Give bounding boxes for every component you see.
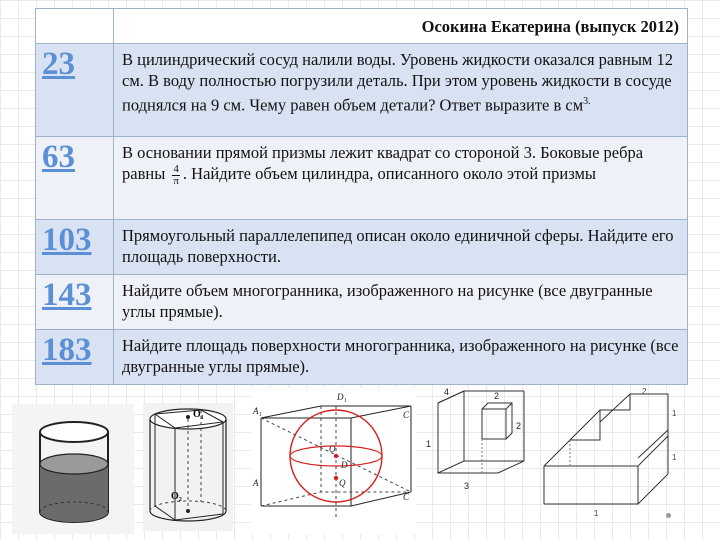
problem-text xyxy=(114,44,687,136)
problem-text: Найдите площадь поверхности многогранника, изображенного на рисунке (все двугранные углы прямые). xyxy=(122,336,679,376)
problem-row-103 xyxy=(36,220,687,275)
cube-label-a: A xyxy=(253,478,259,488)
problem-row-23 xyxy=(36,44,687,137)
problem-text-after: . Найдите объем цилиндра, описанного около этой призмы xyxy=(182,164,597,183)
polyhedron-volume-figure xyxy=(424,385,534,497)
fraction xyxy=(172,164,180,187)
problem-text-before: В основании прямой призмы лежит квадрат со стороной 3. Боковые ребра равны xyxy=(122,143,644,183)
prism-label-top: O₁ xyxy=(193,409,204,420)
poly1-label-1: 1 xyxy=(426,439,432,449)
poly2-label-1b: 1 xyxy=(672,453,677,462)
unit-superscript: 3. xyxy=(583,96,591,107)
cube-label-d: D xyxy=(341,460,348,470)
poly2-label-1c: 1 xyxy=(594,509,599,518)
header-row xyxy=(36,9,687,44)
problem-text: Найдите объем многогранника, изображенного на рисунке (все двугранные углы прямые). xyxy=(122,281,653,321)
poly1-label-2a: 2 xyxy=(494,391,500,401)
problem-text xyxy=(114,137,687,219)
prism-in-cylinder-figure xyxy=(143,403,233,531)
problem-number-link[interactable]: 143 xyxy=(36,275,114,329)
nav-dot[interactable] xyxy=(666,513,671,518)
poly1-label-4: 4 xyxy=(444,387,450,397)
poly1-label-2b: 2 xyxy=(516,421,522,431)
header-number-cell xyxy=(36,9,114,43)
cube-label-a1: A₁ xyxy=(253,406,262,416)
problem-row-143 xyxy=(36,275,687,330)
poly1-label-3: 3 xyxy=(464,481,470,491)
cube-label-center: O xyxy=(329,444,336,454)
problem-number-link[interactable]: 63 xyxy=(36,137,114,219)
polyhedron-surface-figure xyxy=(540,386,690,520)
fraction-denominator: π xyxy=(173,174,179,187)
prism-label-bottom: O₂ xyxy=(171,491,182,502)
author-title: Осокина Екатерина (выпуск 2012) xyxy=(421,17,679,36)
cylinder-water-figure xyxy=(12,404,134,534)
problem-text-main: В цилиндрический сосуд налили воды. Уровень жидкости оказался равным 12 см. В воду полностью погрузили деталь. При этом уровень жидкости в сосуде поднялся на 9 см. Чему равен объем детали? Ответ выразите в см xyxy=(122,50,674,115)
problem-number-link[interactable]: 103 xyxy=(36,220,114,274)
problem-row-183 xyxy=(36,330,687,384)
problem-text: Прямоугольный параллелепипед описан около единичной сферы. Найдите его площадь поверхности. xyxy=(122,226,674,266)
cube-label-c1: C₁ xyxy=(403,410,413,420)
problem-number-link[interactable]: 183 xyxy=(36,330,114,384)
cube-label-c: C xyxy=(403,492,410,502)
problem-number-link[interactable]: 23 xyxy=(36,44,114,136)
problems-table xyxy=(35,8,688,385)
problem-row-63 xyxy=(36,137,687,220)
poly2-label-2: 2 xyxy=(642,387,647,396)
cube-label-q: Q xyxy=(339,478,346,488)
poly2-label-1a: 1 xyxy=(672,409,677,418)
cube-sphere-figure xyxy=(251,388,416,534)
cube-label-d1: D₁ xyxy=(337,392,347,402)
fraction-numerator: 4 xyxy=(173,162,179,175)
